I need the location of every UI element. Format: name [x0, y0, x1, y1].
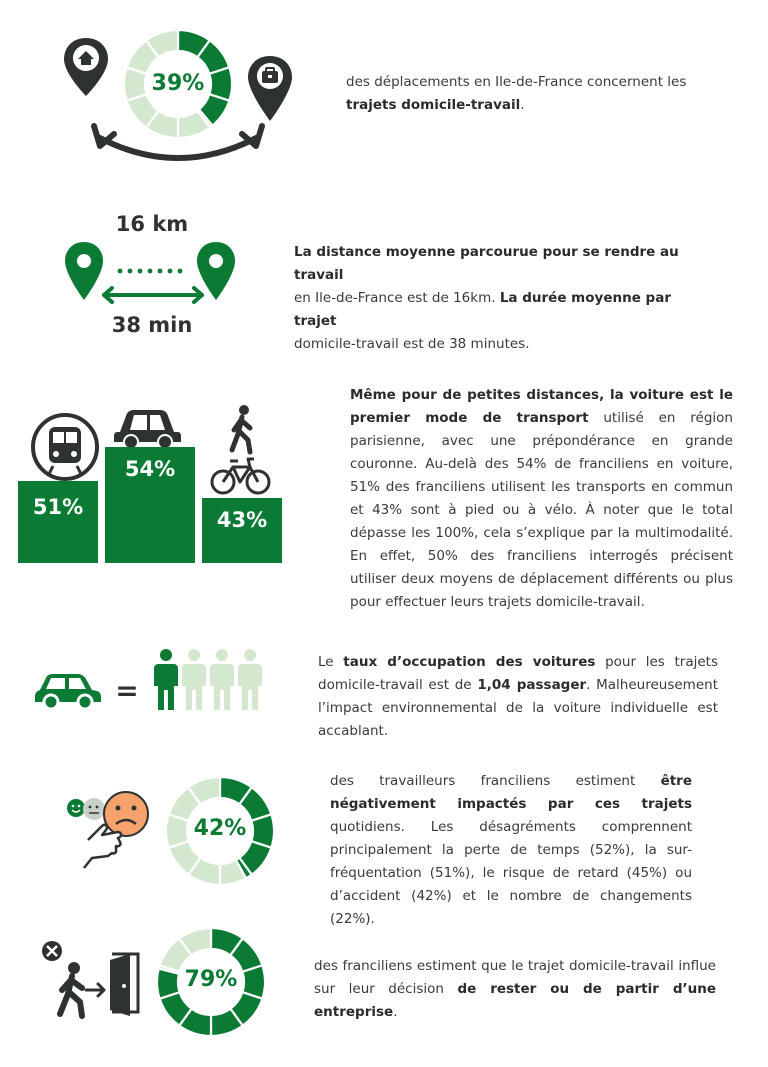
- car-icon: [114, 410, 181, 449]
- person-faded-icon: [182, 649, 206, 710]
- distance-graphic: [62, 240, 244, 308]
- leaving-person-icon: [40, 938, 146, 1022]
- transport-modes-text: [350, 384, 733, 614]
- text-part: pour les trajets domicile-travail est de: [318, 654, 719, 693]
- commute-share-text: [346, 71, 726, 117]
- text-part: Le: [318, 654, 334, 670]
- text-bold: de rester ou de partir d’une entreprise: [314, 981, 716, 1020]
- car-outline-icon: [34, 670, 104, 712]
- text-part: quotidiens. Les désagréments comprennent principalement la perte de temps (52%), la sur-fréquentation (51%), le risque de retard (45%) ou d’accident (42%) et le nombre de changements (22%).: [330, 819, 692, 927]
- text-bold: 1,04 passager: [477, 677, 587, 693]
- destination-pin-icon: [197, 242, 235, 300]
- distance-label: 16 km: [115, 212, 189, 236]
- equals-sign: =: [115, 674, 139, 707]
- pedestrian-icon: [232, 405, 250, 452]
- text-part: en Ile-de-France est de 16km.: [294, 290, 496, 306]
- train-icon: [33, 415, 97, 479]
- text-part: .: [520, 97, 525, 113]
- text-bold: trajets domicile-travail: [346, 97, 521, 113]
- text-bold: taux d’occupation des voitures: [343, 654, 596, 670]
- podium-label: 43%: [216, 508, 268, 532]
- dotted-path-icon: [118, 269, 183, 274]
- passengers-icon: [154, 648, 266, 714]
- person-faded-icon: [210, 649, 234, 710]
- text-part: des déplacements en Ile-de-France concernent les: [346, 74, 687, 90]
- bicycle-icon: [210, 455, 272, 497]
- podium-walk-bike: [202, 498, 282, 563]
- text-part: utilisé en région parisienne, avec une prépondérance en grande couronne. Au-delà des 54% de franciliens en voiture, 51% des franciliens utilisent les transports en commun et 43% sont à pied ou à vélo. À noter que le total dépasse les 100%, cela s’explique par la multimodalité. En effet, 50% des franciliens interrogés précisent utiliser deux moyens de déplacement différents ou plus pour effectuer leurs trajets domicile-travail.: [350, 410, 733, 610]
- car-occupancy-text: [318, 651, 718, 743]
- text-bold: être négativement impactés par ces trajets: [330, 773, 692, 812]
- podium-label: 54%: [124, 457, 176, 481]
- distance-text: [294, 241, 714, 356]
- duration-label: 38 min: [111, 313, 193, 337]
- origin-pin-icon: [65, 242, 103, 300]
- podium-car: [105, 447, 195, 563]
- text-bold: La distance moyenne parcourue pour se rendre au travail: [294, 244, 679, 283]
- negative-impact-text: [330, 770, 692, 931]
- podium-label: 51%: [32, 495, 84, 519]
- home-pin-icon: [64, 28, 110, 96]
- text-bold: Même pour de petites distances, la voiture est le premier mode de transport: [350, 387, 733, 426]
- percent-39: 39%: [151, 71, 205, 96]
- person-filled-icon: [154, 649, 178, 710]
- percent-42: 42%: [193, 816, 247, 841]
- text-part: .: [393, 1004, 398, 1020]
- person-faded-icon: [238, 649, 262, 710]
- feedback-faces-icon: [62, 790, 158, 870]
- double-arrow-icon: [104, 288, 202, 302]
- podium-train: [18, 481, 98, 563]
- text-part: . Malheureusement l’impact environnemental de la voiture individuelle est accablant.: [318, 677, 718, 739]
- text-bold: La durée moyenne par trajet: [294, 290, 671, 329]
- text-part: domicile-travail est de 38 minutes.: [294, 336, 530, 352]
- text-part: des franciliens estiment que le trajet domicile-travail influe sur leur décision: [314, 958, 716, 997]
- commute-graphic: [60, 28, 300, 178]
- briefcase-pin-icon: [248, 56, 292, 121]
- percent-79: 79%: [184, 967, 238, 992]
- job-decision-text: [314, 955, 716, 1024]
- text-part: des travailleurs franciliens estiment: [330, 773, 636, 789]
